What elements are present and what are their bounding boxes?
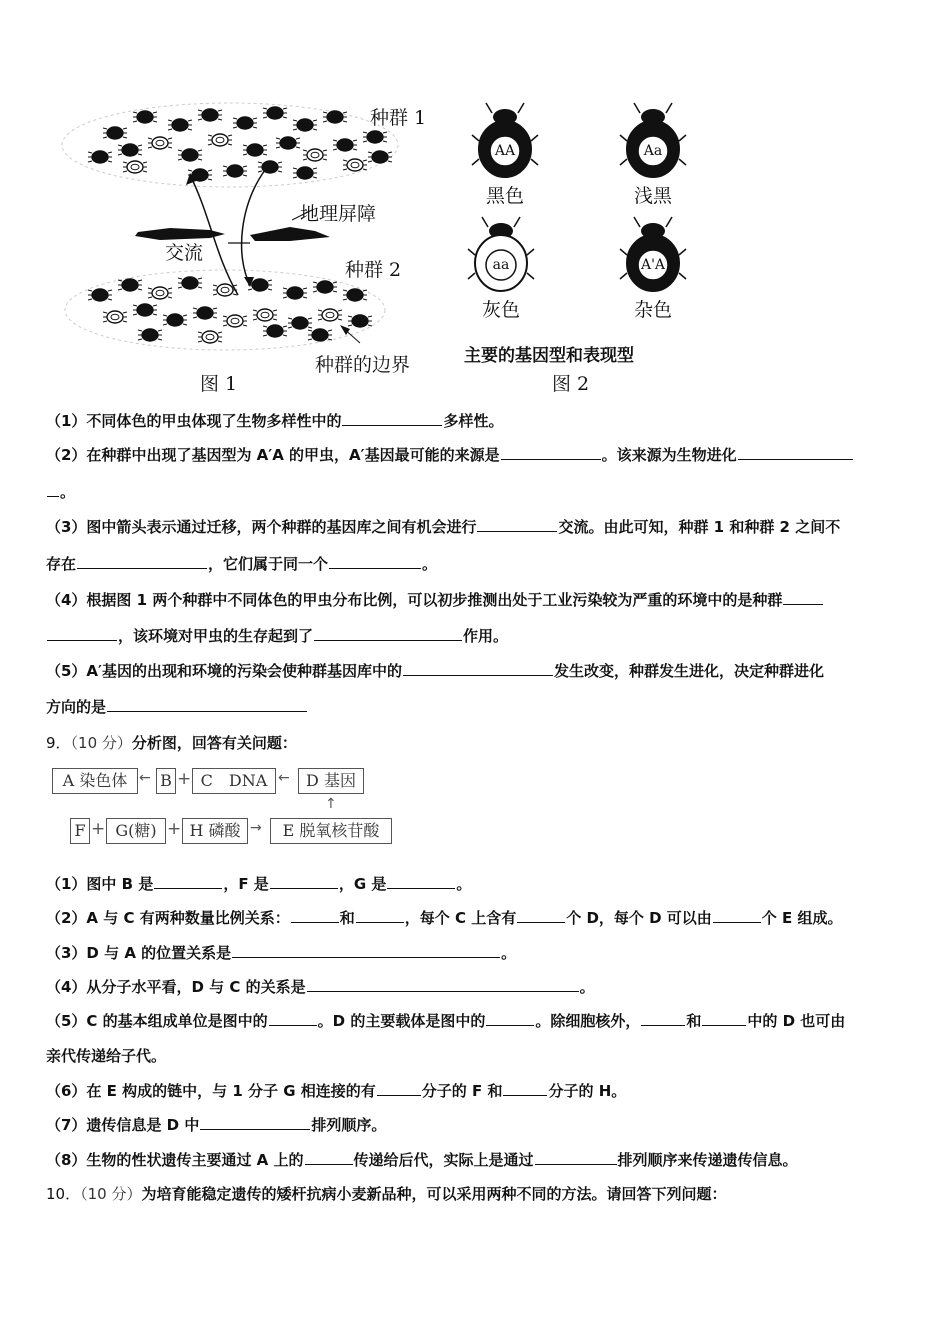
q9-line-6: （6）在 E 构成的链中，与 1 分子 G 相连接的有 分子的 F 和 分子的 H。	[46, 1082, 627, 1100]
dark-beetle-icon	[293, 119, 317, 131]
light-beetle-icon	[148, 137, 172, 149]
population-2-beetles	[88, 277, 372, 343]
dark-beetle-icon	[348, 315, 372, 327]
plus-sign: +	[167, 819, 182, 839]
beetle-icon	[618, 215, 688, 295]
dark-beetle-icon	[258, 161, 282, 173]
figure-2	[460, 95, 720, 395]
answer-blank[interactable]	[154, 874, 222, 889]
dark-beetle-icon	[223, 165, 247, 177]
q8-line-2: （2）在种群中出现了基因型为 A′A 的甲虫，A′基因最可能的来源是 。该来源为生物进化	[46, 445, 854, 465]
light-beetle-icon	[148, 287, 172, 299]
box-g-sugar: G(糖)	[106, 818, 166, 844]
geographic-barrier-label: 地理屏障	[300, 203, 377, 225]
arrow-right: →	[250, 820, 262, 836]
dark-beetle-icon	[308, 329, 332, 341]
q10-header: 10．（10 分）为培育能稳定遗传的矮杆抗病小麦新品种，可以采用两种不同的方法。请回答下列问题：	[46, 1185, 727, 1203]
dark-beetle-icon	[313, 281, 337, 293]
dark-beetle-icon	[283, 287, 307, 299]
answer-blank[interactable]	[641, 1011, 685, 1026]
dark-beetle-icon	[198, 109, 222, 121]
dark-beetle-icon	[233, 117, 257, 129]
q9-diagram	[52, 766, 397, 846]
dark-beetle-icon	[138, 329, 162, 341]
q8-line-5-cont: 方向的是	[46, 697, 308, 717]
figure-1-caption: 图 1	[200, 373, 238, 395]
answer-blank[interactable]	[329, 554, 421, 569]
answer-blank[interactable]	[702, 1011, 746, 1026]
dark-beetle-icon	[343, 289, 367, 301]
answer-blank[interactable]	[403, 661, 553, 676]
figure-2-caption: 图 2	[552, 373, 590, 395]
dark-beetle-icon	[288, 317, 312, 329]
dark-beetle-icon	[333, 139, 357, 151]
genotype-label: A'A	[640, 257, 666, 273]
answer-blank[interactable]	[107, 697, 307, 712]
answer-blank[interactable]	[517, 908, 565, 923]
dark-beetle-icon	[178, 277, 202, 289]
dark-beetle-icon	[118, 144, 142, 156]
genotype-label: Aa	[643, 143, 663, 159]
q9-line-2: （2）A 与 C 有两种数量比例关系： 和 ，每个 C 上含有 个 D，每个 D 可以由 个 E 组成。	[46, 909, 843, 927]
q9-header: 9．（10 分）分析图，回答有关问题：	[46, 734, 297, 752]
q9-line-8: （8）生物的性状遗传主要通过 A 上的 传递给后代，实际上是通过 排列顺序来传递遗传信息。	[46, 1151, 798, 1169]
dark-beetle-icon	[368, 151, 392, 163]
answer-blank[interactable]	[342, 411, 442, 426]
dark-beetle-icon	[293, 167, 317, 179]
light-beetle-icon	[198, 331, 222, 343]
q8-line-3-cont: 存在 ，它们属于同一个 。	[46, 555, 438, 573]
figure-1	[60, 95, 460, 395]
light-beetle-icon	[253, 309, 277, 321]
arrow-left: ←	[139, 770, 151, 786]
dark-beetle-icon	[133, 111, 157, 123]
population-2-label: 种群 2	[345, 259, 402, 281]
answer-blank[interactable]	[77, 554, 207, 569]
q8-line-4: （4）根据图 1 两个种群中不同体色的甲虫分布比例，可以初步推测出处于工业污染较为严重的环境中的是种群	[46, 590, 824, 610]
genotype-label: aa	[492, 257, 510, 273]
light-beetle-icon	[223, 315, 247, 327]
population-1-label: 种群 1	[370, 107, 427, 129]
geographic-barrier-right	[250, 227, 330, 241]
population-1-beetles	[88, 107, 392, 181]
exchange-label: 交流	[165, 242, 204, 264]
q9-line-5: （5）C 的基本组成单位是图中的 。D 的主要载体是图中的 。除细胞核外， 和 中的 D 也可由	[46, 1012, 846, 1030]
answer-blank[interactable]	[486, 1011, 534, 1026]
answer-blank[interactable]	[314, 626, 462, 641]
box-h-phosphate: H 磷酸	[182, 818, 248, 844]
genotype-label: AA	[494, 143, 516, 159]
plus-sign: +	[91, 819, 106, 839]
dark-beetle-icon	[363, 131, 387, 143]
q8-line-3: （3）图中箭头表示通过迁移，两个种群的基因库之间有机会进行 交流。由此可知，种群 1 和种群 2 之间不	[46, 518, 841, 536]
arrow-up: ↑	[325, 796, 337, 812]
q8-line-5: （5）A′基因的出现和环境的污染会使种群基因库中的 发生改变，种群发生进化，决定种群进化	[46, 662, 825, 680]
box-e-deoxynucleotide: E 脱氧核苷酸	[270, 818, 392, 844]
q9-line-5-cont: 亲代传递给子代。	[46, 1047, 167, 1065]
dark-beetle-icon	[263, 325, 287, 337]
answer-blank[interactable]	[783, 590, 823, 605]
box-c-dna: C DNA	[192, 768, 276, 794]
light-beetle-icon	[123, 161, 147, 173]
answer-blank[interactable]	[387, 874, 455, 889]
light-beetle-icon	[318, 309, 342, 321]
dark-beetle-icon	[163, 314, 187, 326]
plus-sign: +	[177, 769, 192, 789]
dark-beetle-icon	[323, 111, 347, 123]
answer-blank[interactable]	[270, 874, 338, 889]
answer-blank[interactable]	[47, 626, 117, 641]
phenotype-color-label: 灰色	[481, 299, 520, 321]
dark-beetle-icon	[193, 307, 217, 319]
light-beetle-icon	[343, 159, 367, 171]
answer-blank[interactable]	[356, 908, 404, 923]
answer-blank[interactable]	[305, 1150, 353, 1165]
answer-blank[interactable]	[738, 445, 853, 460]
arrow-left: ←	[278, 770, 290, 786]
answer-blank[interactable]	[377, 1081, 421, 1096]
answer-blank[interactable]	[477, 517, 557, 532]
figure-2-title: 主要的基因型和表现型	[464, 346, 634, 366]
answer-blank[interactable]	[291, 908, 339, 923]
box-f: F	[70, 818, 90, 844]
q9-line-7: （7）遗传信息是 D 中 排列顺序。	[46, 1116, 387, 1134]
light-beetle-icon	[303, 149, 327, 161]
box-a-chromosome: A 染色体	[52, 768, 138, 794]
dark-beetle-icon	[88, 151, 112, 163]
q9-line-3: （3）D 与 A 的位置关系是 。	[46, 944, 517, 962]
beetle-phenotype	[470, 101, 540, 211]
dark-beetle-icon	[243, 144, 267, 156]
q9-line-1: （1）图中 B 是 ，F 是 ，G 是 。	[46, 875, 472, 893]
beetle-icon	[470, 101, 540, 181]
dark-beetle-icon	[168, 119, 192, 131]
box-b: B	[156, 768, 176, 794]
answer-blank[interactable]	[535, 1150, 617, 1165]
beetle-icon	[618, 101, 688, 181]
beetle-phenotype	[618, 215, 688, 325]
dark-beetle-icon	[263, 107, 287, 119]
beetle-icon	[466, 215, 536, 295]
q9-line-4: （4）从分子水平看，D 与 C 的关系是 。	[46, 978, 595, 996]
answer-blank[interactable]	[307, 977, 579, 992]
answer-blank[interactable]	[503, 1081, 547, 1096]
answer-blank[interactable]	[200, 1115, 310, 1130]
dark-beetle-icon	[133, 304, 157, 316]
dark-beetle-icon	[103, 127, 127, 139]
dark-beetle-icon	[276, 137, 300, 149]
answer-blank[interactable]	[232, 943, 500, 958]
phenotype-color-label: 杂色	[633, 299, 672, 321]
answer-blank[interactable]	[501, 445, 601, 460]
answer-blank[interactable]	[269, 1011, 317, 1026]
answer-blank[interactable]	[47, 482, 59, 497]
answer-blank[interactable]	[713, 908, 761, 923]
dark-beetle-icon	[178, 149, 202, 161]
beetle-phenotype	[618, 101, 688, 211]
q8-line-4-cont: ，该环境对甲虫的生存起到了 作用。	[46, 626, 508, 646]
dark-beetle-icon	[88, 289, 112, 301]
box-d-gene: D 基因	[298, 768, 364, 794]
light-beetle-icon	[103, 311, 127, 323]
q8-line-2-cont: 。	[46, 482, 75, 502]
q8-line-1: （1）不同体色的甲虫体现了生物多样性中的 多样性。	[46, 412, 504, 430]
phenotype-color-label: 浅黑	[633, 185, 672, 207]
beetle-phenotype	[466, 215, 536, 325]
population-boundary-label: 种群的边界	[315, 354, 411, 376]
phenotype-color-label: 黑色	[485, 185, 524, 207]
light-beetle-icon	[208, 134, 232, 146]
dark-beetle-icon	[118, 279, 142, 291]
